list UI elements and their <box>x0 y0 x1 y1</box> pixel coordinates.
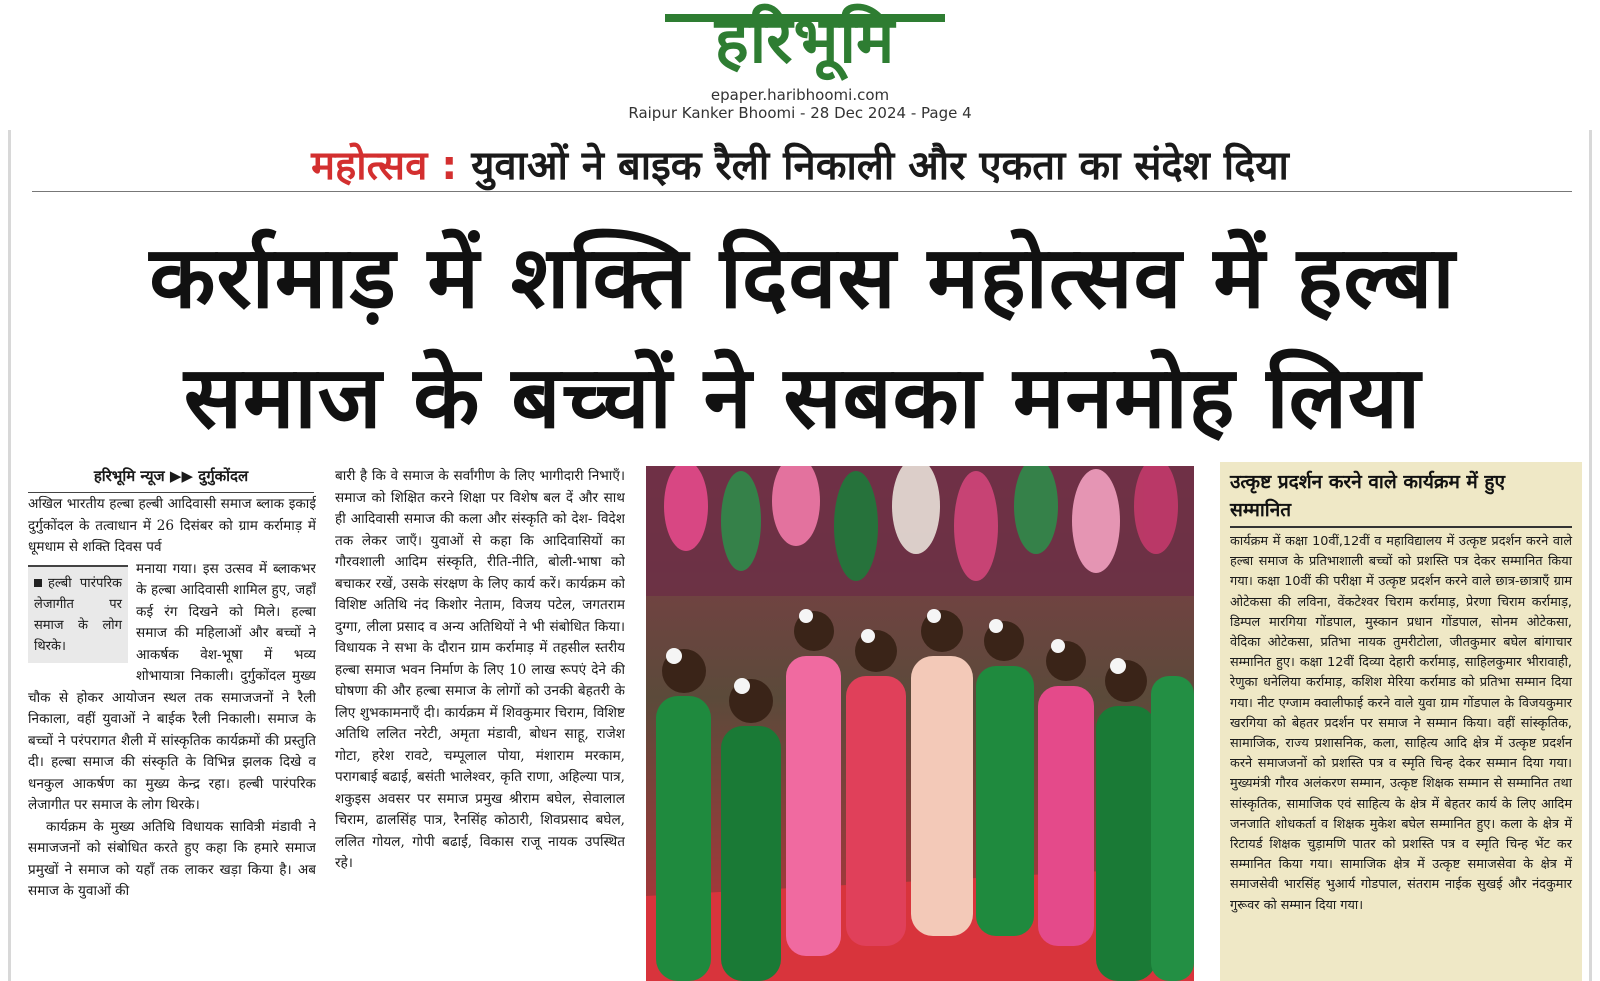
pull-quote-text: हल्बी पारंपरिक लेजागीत पर समाज के लोग थिरके। <box>34 575 122 654</box>
byline-source: हरिभूमि न्यूज <box>93 467 165 485</box>
site-url[interactable]: epaper.haribhoomi.com <box>710 86 890 104</box>
byline <box>28 466 314 493</box>
pull-quote <box>28 565 128 663</box>
kicker-text: युवाओं ने बाइक रैली निकाली और एकता का संदेश दिया <box>471 143 1289 189</box>
festival-photo <box>646 466 1194 981</box>
bullet-square-icon <box>34 579 42 587</box>
byline-arrow-icon: ▶▶ <box>169 467 193 485</box>
page-border-right <box>1589 130 1592 981</box>
byline-place: दुर्गुकोंदल <box>198 467 249 485</box>
haribhoomi-logo: हरिभूमि <box>714 4 896 78</box>
article-column-1 <box>28 494 316 981</box>
article-column-2-text: बारी है कि वे समाज के सर्वांगीण के लिए भागीदारी निभाएँ। समाज को शिक्षित करने शिक्षा पर विशेष बल दें और साथ ही आदिवासी समाज की कला और संस्कृति को देश- विदेश तक लेकर जाएँ। युवाओं से कहा कि आदिवासियों का गौरवशाली आदिम संस्कृति, रीति-नीति, बोली-भाषा को बचाकर रखें, उसके संरक्षण के लिए कार्य करें। कार्यक्रम को विशिष्ट अतिथि नंद किशोर नेताम, विजय पटेल, जगतराम दुग्गा, लीला प्रसाद व अन्य अतिथियों ने भी संबोधित किया। विधायक ने सभा के दौरान ग्राम कर्रामाड़ में तहसील स्तरीय हल्बा समाज भवन निर्माण के लिए 10 लाख रूपएं देने की घोषणा की और हल्बा समाज के लोगों को उनकी बेहतरी के लिए शुभकामनाएँ दी। कार्यक्रम में शिवकुमार चिराम, विशिष्ट अतिथि ललित नरेटी, अमृता मंडावी, बोधन साहू, राजेश गोटा, हरेश रावटे, चम्पूलाल पोया, मंशाराम मरकाम, परागबाई बढाई, बसंती भालेश्वर, कृति राणा, अहिल्या पात्र, शकुइस अवसर पर समाज प्रमुख श्रीराम बघेल, सेवालाल चिराम, ढालसिंह पात्र, रैनसिंह कोठारी, शिवप्रसाद बघेल, ललित गोयल, गोपी बढाई, विकास राजू नायक उपस्थित रहे। <box>335 468 625 871</box>
kicker <box>0 140 1600 192</box>
article-para-2: कार्यक्रम के मुख्य अतिथि विधायक सावित्री मंडावी ने समाजजनों को संबोधित करते हुए कहा कि हमारे समाज प्रमुखों ने समाज को यहाँ तक लाकर खड़ा किया है। अब समाज के युवाओं की <box>28 818 316 899</box>
headline <box>30 218 1575 458</box>
page-border-left <box>8 130 11 981</box>
headline-line-2: समाज के बच्चों ने सबका मनमोह लिया <box>183 348 1422 448</box>
edition-info: Raipur Kanker Bhoomi - 28 Dec 2024 - Page 4 <box>628 104 972 122</box>
headline-line-1: कर्रामाड़ में शक्ति दिवस महोत्सव में हल्बा <box>149 228 1456 328</box>
article-para-1-start: अखिल भारतीय हल्बा हल्बी आदिवासी समाज ब्लाक इकाई दुर्गुकोंदल के तत्वाधान में 26 दिसंबर को ग्राम कर्रामाड़ में धूमधाम से शक्ति दिवस पर्व <box>28 496 316 555</box>
kicker-tag: महोत्सव : <box>311 143 458 189</box>
kicker-divider <box>32 191 1572 192</box>
masthead <box>0 0 1600 130</box>
sidebar-body: कार्यक्रम में कक्षा 10वीं,12वीं व महाविद्यालय में उत्कृष्ट प्रदर्शन करने वाले हल्बा समाज के प्रतिभाशाली बच्चों को प्रशस्ति पत्र देकर सम्मानित किया गया। कक्षा 10वीं की परीक्षा में उत्कृष्ट प्रदर्शन करने वाले छात्र-छात्राएँ ग्राम ओटेकसा की लविना, वेंकटेश्वर चिराम कर्रामाड़, प्रेरणा चिराम कर्रामाड़, डिम्पल मारगिया गोंडपाल, मुस्कान प्रधान गोंडपाल, सोनम ओटेकसा, वेदिका ओटेकसा, प्रतिभा नायक तुमरीटोला, जीतकुमार बघेल बांगाचार सम्मानित हुए। कक्षा 12वीं दिव्या देहारी कर्रामाड़, साहिलकुमार भीरावाही, रेणुका धनेलिया कर्रामाड़, कशिश मेरिया कर्रामाड को प्रतिभा सम्मान दिया गया। नीट एग्जाम क्वालीफाई करने वाले युवा ग्राम गोंडपाल के विजयकुमार खरगिया को बेहतर प्रदर्शन पर समाज ने सम्मान किया। वहीं सांस्कृतिक, सामाजिक, राज्य प्रशासनिक, कला, साहित्य आदि क्षेत्र में उत्कृष्ट प्रदर्शन करने समाजजनों को प्रशस्ति पत्र व स्मृति चिन्ह देकर सम्मान दिया गया। मुख्यमंत्री गौरव अलंकरण सम्मान, उत्कृष्ट शिक्षक सम्मान से सम्मानित तथा सांस्कृतिक, सामाजिक एवं साहित्य के क्षेत्र में बेहतर कार्य के लिए आदिम जनजाति शोधकर्ता व शिक्षक मुकेश बघेल सम्मानित हुए। कला के क्षेत्र में रिटायर्ड शिक्षक चुड़ामणि पातर को प्रशस्ति पत्र व स्मृति चिन्ह भेंट कर सम्मानित किया गया। सामाजिक क्षेत्र में उत्कृष्ट समाजसेवा के क्षेत्र में समाजसेवी भारसिंह भुआर्य गोडपाल, संतराम नाईक सुखई और नंदकुमार गुरूवर को सम्मान दिया गया। <box>1230 534 1572 913</box>
article-para-1-rest: मनाया गया। इस उत्सव में ब्लाकभर के हल्बा आदिवासी शामिल हुए, जहाँ कई रंग दिखने को मिले। हल्बा समाज की महिलाओं और बच्चों ने आकर्षक वेश-भूषा में भव्य शोभायात्रा निकाली। दुर्गुकोंदल मुख्य चौक से होकर आयोजन स्थल तक समाजजनों ने रैली निकाला, वहीं युवाओं ने बाईक रैली निकाली। समाज के बच्चों ने परंपरागत शैली में सांस्कृतिक कार्यक्रमों की प्रस्तुति दी। हल्बा समाज की संस्कृति के विभिन्न झलक दिखे व धनकुल आकर्षण का मुख्य केन्द्र रहा। हल्बी पारंपरिक लेजागीत पर समाज के लोग थिरके। <box>28 560 316 813</box>
sidebar-box <box>1220 462 1582 981</box>
article-column-2 <box>335 466 625 981</box>
sidebar-title: उत्कृष्ट प्रदर्शन करने वाले कार्यक्रम में हुए सम्मानित <box>1230 468 1572 528</box>
